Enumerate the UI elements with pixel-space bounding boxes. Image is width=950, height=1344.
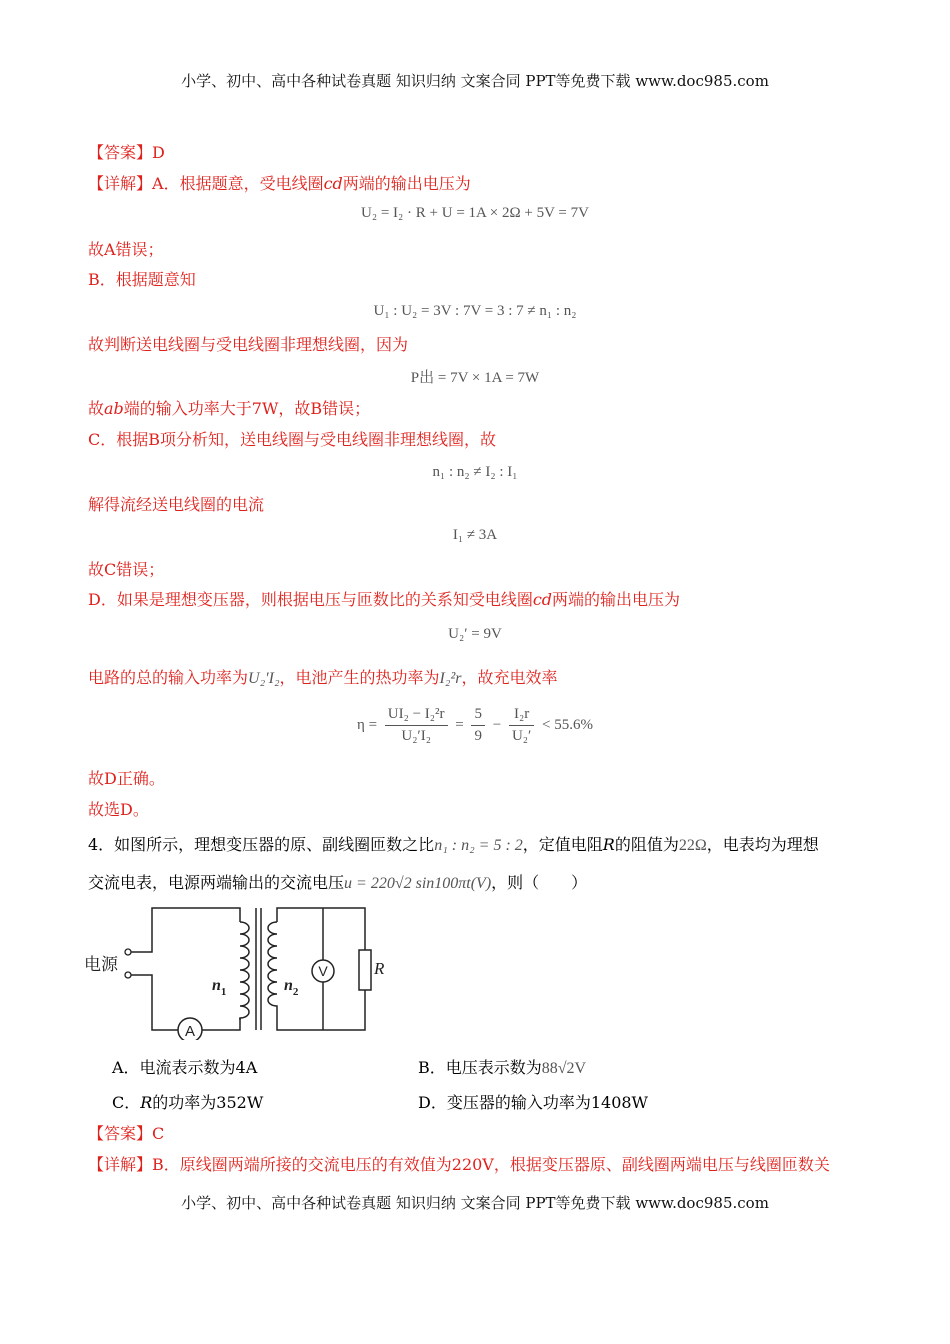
- primary-coil: [240, 922, 249, 1020]
- svg-text:V: V: [318, 963, 328, 979]
- secondary-coil: [268, 922, 277, 1007]
- equation-4: n₁ : n₂ ≠ I₂ : I₁: [432, 464, 518, 480]
- primary-wire-bottom: [128, 975, 178, 1030]
- q3-c-mid: 解得流经送电线圈的电流: [88, 495, 265, 514]
- resistor-icon: [359, 950, 371, 990]
- svg-text:A: A: [184, 1023, 196, 1040]
- q3-d-intro: D．如果是理想变压器，则根据电压与匝数比的关系知受电线圈cd两端的输出电压为: [88, 590, 681, 609]
- equation-3: P出 = 7V × 1A = 7W: [410, 370, 540, 386]
- source-terminal-bottom: [125, 972, 131, 978]
- q4-detail: 【详解】B．原线圈两端所接的交流电压的有效值为220V，根据变压器原、副线圈两端电压与线圈匝数关: [88, 1155, 830, 1174]
- page-header: 小学、初中、高中各种试卷真题 知识归纳 文案合同 PPT等免费下载 www.doc985.com: [181, 72, 769, 90]
- q3-a-conclusion: 故A错误；: [88, 240, 164, 259]
- equation-6: U₂′ = 9V: [448, 626, 502, 642]
- q3-d-conclusion: 故D正确。: [88, 769, 165, 788]
- option-b: B．电压表示数为88√2V: [418, 1058, 587, 1077]
- q3-b-reason: 故判断送电线圈与受电线圈非理想线圈，因为: [88, 335, 409, 354]
- primary-wire-top: [128, 908, 240, 952]
- n1-label: $n_1$: [212, 977, 227, 998]
- resistor-label: R: [374, 959, 385, 978]
- n2-label: $n_2$: [284, 977, 299, 998]
- q3-detail-a: 【详解】A．根据题意，受电线圈cd两端的输出电压为: [88, 174, 471, 193]
- detail-tag: 【详解】: [88, 174, 153, 193]
- equation-5: I₁ ≠ 3A: [452, 527, 498, 543]
- q3-b-intro: B．根据题意知: [88, 270, 196, 289]
- q4-answer: 【答案】C: [88, 1124, 165, 1143]
- equation-7: η = $\frac{\text{UI₂ − I₂²r}}{\text{U₂′I₂}}$ = $\frac{5}{9}$ − $\frac{\text{I₂r}}{\text{U₂′}}$ < 55.6%: [356, 706, 594, 744]
- equation-1: U₂ = I₂ · R + U = 1A × 2Ω + 5V = 7V: [361, 205, 589, 221]
- page-footer: 小学、初中、高中各种试卷真题 知识归纳 文案合同 PPT等免费下载 www.doc985.com: [181, 1194, 769, 1212]
- source-terminal-top: [125, 949, 131, 955]
- transformer-circuit-diagram: [80, 900, 390, 1040]
- option-c: C．R的功率为352W: [112, 1093, 264, 1112]
- fraction-2: $\frac{5}{9}$: [471, 706, 485, 745]
- q4-stem-line1: 4．如图所示，理想变压器的原、副线圈匝数之比n₁ : n₂ = 5 : 2，定值电阻R的阻值为22Ω，电表均为理想: [88, 835, 819, 854]
- q3-c-conclusion: 故C错误；: [88, 560, 165, 579]
- q3-b-conclusion: 故ab端的输入功率大于7W，故B错误；: [88, 399, 371, 418]
- fraction-1: $\frac{\text{UI₂ − I₂²r}}{\text{U₂′I₂}}$: [385, 706, 448, 745]
- q4-stem-line2: 交流电表，电源两端输出的交流电压u = 220√2 sin100πt(V)，则（ ）: [88, 873, 588, 892]
- q3-c-intro: C．根据B项分析知，送电线圈与受电线圈非理想线圈，故: [88, 430, 497, 449]
- q3-answer: 【答案】D: [88, 143, 165, 162]
- equation-2: U₁ : U₂ = 3V : 7V = 3 : 7 ≠ n₁ : n₂: [373, 303, 577, 319]
- fraction-3: $\frac{\text{I₂r}}{\text{U₂′}}$: [509, 706, 534, 745]
- option-d: D．变压器的输入功率为1408W: [418, 1093, 648, 1112]
- option-a: A．电流表示数为4A: [112, 1058, 258, 1077]
- q3-d-power: 电路的总的输入功率为U₂′I₂，电池产生的热功率为I₂²r，故充电效率: [88, 668, 558, 687]
- source-label: 电源: [84, 955, 118, 975]
- q3-final: 故选D。: [88, 800, 149, 819]
